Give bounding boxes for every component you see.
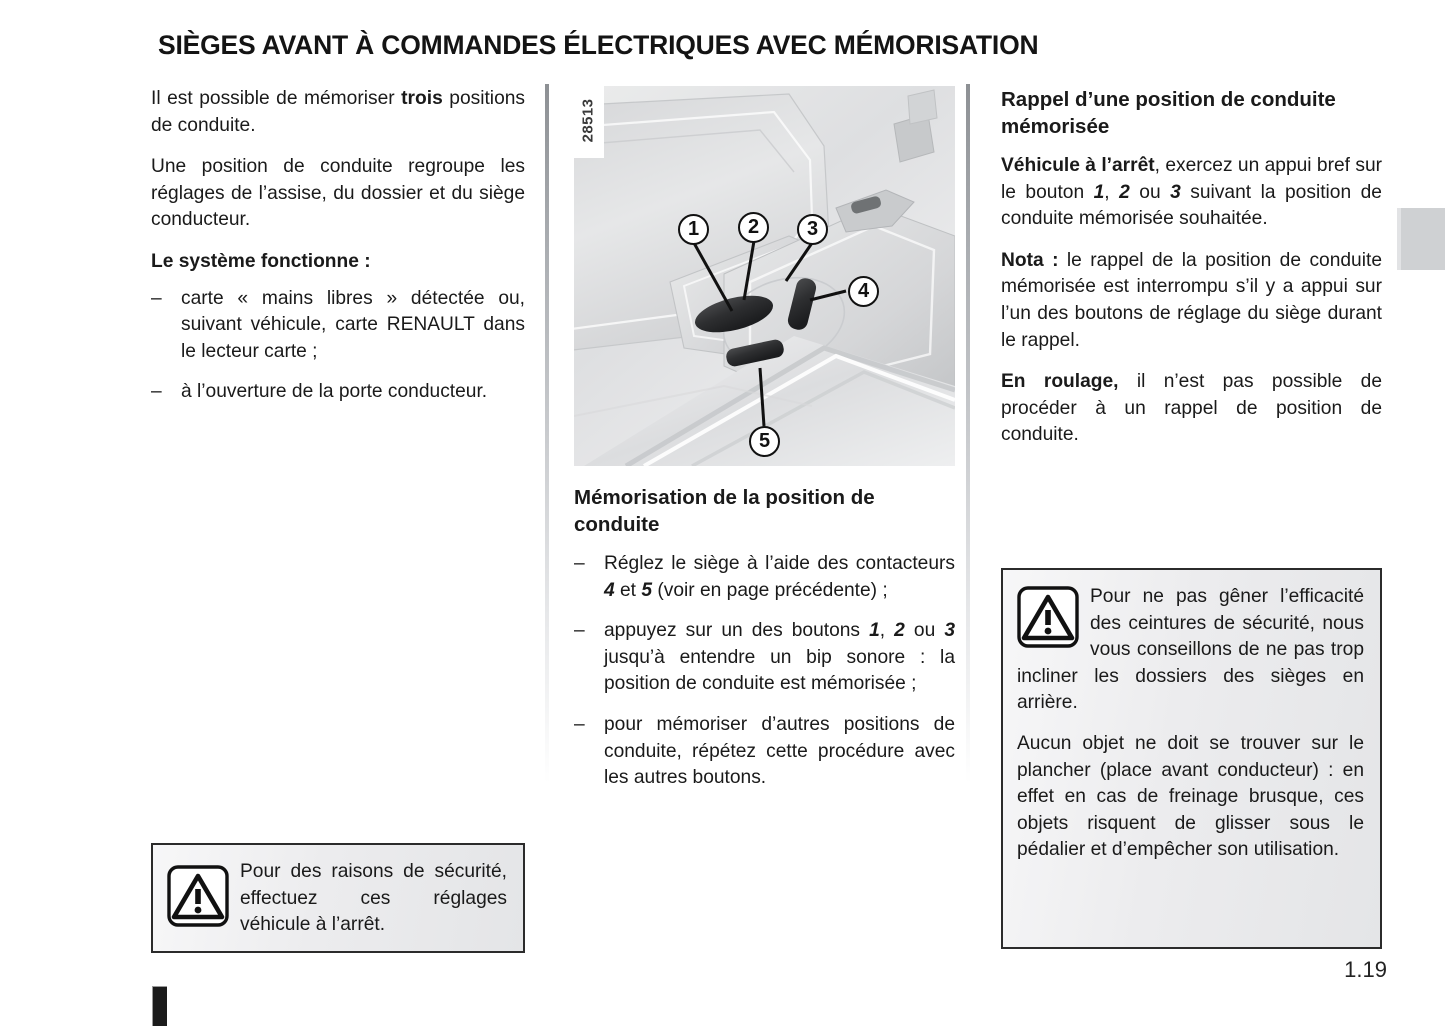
column-divider-right [966,84,970,784]
right-column [1001,86,1382,464]
reference-number: 2 [1119,181,1130,203]
warning-right-paragraph-1: Pour ne pas gêner l’efficacité des ceintures de sécurité, nous vous conseillons de ne pas trop incliner les dossiers des sièges en arrière. [1017,586,1364,714]
list-item [574,551,955,604]
right-paragraph-2: Nota : le rappel de la position de conduite mémorisée est interrompu s’il y a appui sur l’un des boutons de réglage du siège durant le rappel. [1001,249,1382,351]
callout-5: 5 [749,426,780,457]
callout-4: 4 [848,276,879,307]
list-item-text: jusqu’à entendre un bip sonore : la position de conduite est mémorisée ; [604,646,955,695]
list-item [151,379,525,406]
list-item-text: Réglez le siège à l’aide des contacteurs [604,553,955,574]
column-divider-left [545,84,549,784]
page-title: SIÈGES AVANT À COMMANDES ÉLECTRIQUES AVEC MÉMORISATION [158,30,1039,60]
dash-bullet-icon: – [151,287,162,309]
reference-number: 4 [604,579,615,601]
reference-number: 3 [1170,181,1181,203]
page-number: 1.19 [1344,957,1387,982]
left-paragraph-1 [151,86,525,139]
reference-number: 2 [894,620,905,642]
middle-heading: Mémorisation de la position de conduite [574,486,875,536]
left-paragraph-1-pre: Il est possible de mémoriser [151,88,402,109]
figure-id-label: 28513 [574,86,604,158]
dash-bullet-icon: – [151,381,162,403]
list-item-text: à l’ouverture de la porte conducteur. [181,381,488,403]
left-paragraph-1-post: positions de conduite. [151,88,525,136]
left-paragraph-2: Une position de conduite regroupe les réglages de l’assise, du dossier et du siège conducteur. [151,156,525,231]
list-item [151,286,525,366]
list-item [574,712,955,792]
middle-column [574,86,955,792]
right-paragraph-3: En roulage, il n’est pas possible de procéder à un rappel de position de conduite. [1001,371,1383,446]
list-item [574,618,955,698]
left-column [151,86,525,406]
list-item-text: (voir en page précédente) ; [652,579,888,601]
right-paragraph-1-bold: Véhicule à l’arrêt [1001,155,1155,176]
warning-right-paragraph-2: Aucun objet ne doit se trouver sur le plancher (place avant conducteur) : en effet en cas de freinage brusque, ces objets risquent de glisser sous le pédalier et d’empêcher son utilisation. [1017,732,1364,861]
nota-label: Nota : [1001,249,1059,271]
dash-bullet-icon: – [574,553,585,574]
section-edge-tab [1397,208,1445,270]
reference-number: 1 [869,620,880,642]
reference-number: 1 [1093,181,1105,203]
left-lead-heading: Le système fonctionne : [151,250,371,272]
middle-text-block [574,484,955,792]
callout-2: 2 [738,212,769,243]
left-bullet-list [151,286,525,406]
warning-box-left [151,843,525,953]
middle-bullet-list [574,551,955,792]
warning-box-right [1001,568,1382,949]
warning-left-text: Pour des raisons de sécurité, effectuez ces réglages véhicule à l’arrêt. [240,861,507,936]
seat-controls-figure [574,86,955,466]
registration-mark [152,986,167,1026]
en-roulage-label: En roulage, [1001,371,1119,393]
list-item-text: ou [904,620,945,642]
reference-number: 5 [641,579,653,601]
reference-number: 3 [944,620,955,642]
warning-triangle-icon [167,865,229,927]
list-item-text: appuyez sur un des boutons [604,620,870,642]
list-item-text: pour mémoriser d’autres positions de conduite, répétez cette procédure avec les autres boutons. [604,713,955,789]
left-paragraph-1-bold: trois [401,88,443,109]
callout-1: 1 [678,214,709,245]
warning-triangle-icon [1017,586,1079,648]
dash-bullet-icon: – [574,620,585,642]
list-item-text: carte « mains libres » détectée ou, suivant véhicule, carte RENAULT dans le lecteur carte ; [181,287,525,362]
callout-3: 3 [797,214,828,245]
right-heading: Rappel d’une position de conduite mémorisée [1001,88,1336,138]
list-item-text: et [614,579,642,601]
dash-bullet-icon: – [574,713,585,735]
right-paragraph-1: Véhicule à l’arrêt, exercez un appui bref sur le bouton 1, 2 ou 3 suivant la position de conduite mémorisée souhaitée. [1001,155,1383,230]
seat-controls-illustration [574,86,955,466]
list-item-text: , [879,620,895,642]
